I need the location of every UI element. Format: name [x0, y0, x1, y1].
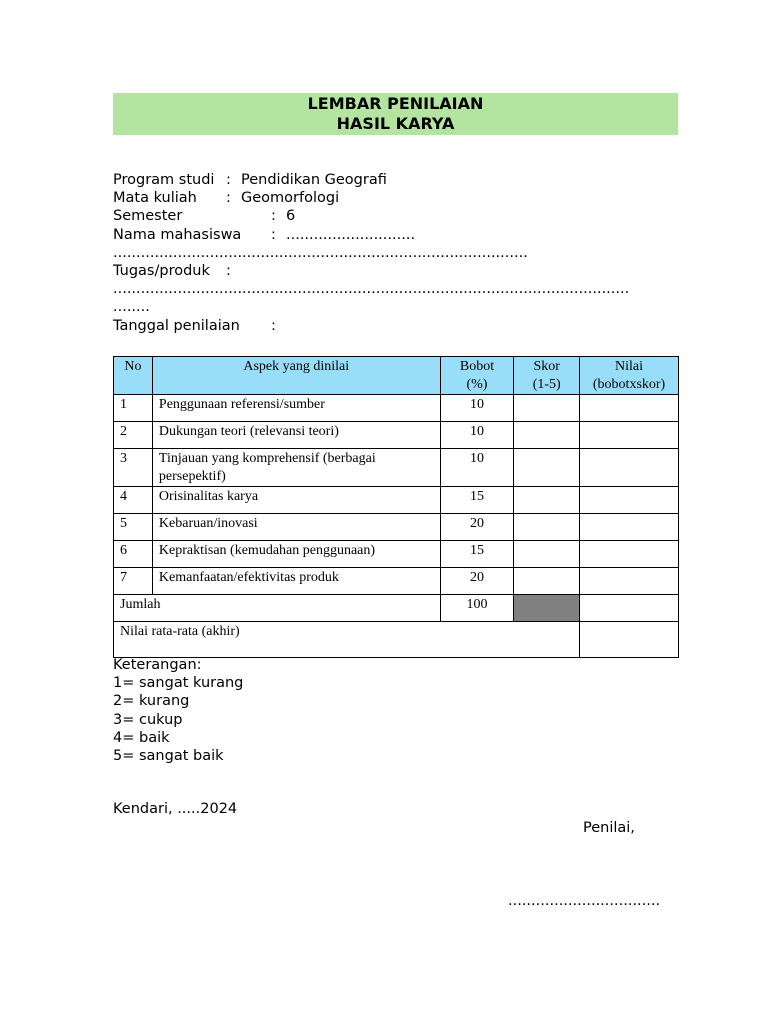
notes-item: 2= kurang	[113, 693, 190, 710]
row-skor-cell[interactable]	[514, 568, 580, 595]
row-no: 4	[114, 487, 153, 514]
jumlah-nilai-cell[interactable]	[580, 595, 679, 622]
notes-section	[113, 656, 243, 765]
info-program	[113, 171, 678, 189]
row-bobot: 15	[440, 541, 514, 568]
info-matkul	[113, 189, 678, 207]
info-nama-dots	[113, 244, 678, 262]
title-line-2: HASIL KARYA	[336, 114, 455, 133]
header-no: No	[114, 357, 153, 395]
jumlah-label: Jumlah	[114, 595, 441, 622]
table-row	[114, 449, 679, 487]
nama-value: ............................	[286, 226, 416, 243]
program-value: Pendidikan Geografi	[241, 172, 387, 188]
program-colon: :	[226, 172, 231, 188]
tugas-dots: ................................................................................................................	[113, 281, 630, 298]
nama-dots: ..........................................................................................	[113, 244, 528, 261]
table-row	[114, 422, 679, 449]
title-line-1: LEMBAR PENILAIAN	[307, 94, 484, 113]
header-nilai-line1: Nilai	[615, 359, 644, 374]
jumlah-skor-shaded	[514, 595, 580, 622]
row-aspek: Penggunaan referensi/sumber	[152, 395, 440, 422]
info-tugas-dots-2	[113, 298, 678, 316]
semester-colon: :	[271, 208, 276, 225]
nama-colon: :	[271, 226, 276, 243]
notes-item: 3= cukup	[113, 711, 183, 728]
table-row	[114, 487, 679, 514]
penilai-label: Penilai,	[583, 820, 635, 836]
row-nilai-cell[interactable]	[580, 487, 679, 514]
row-aspek: Tinjauan yang komprehensif (berbagai persepektif)	[152, 449, 440, 487]
row-aspek: Dukungan teori (relevansi teori)	[152, 422, 440, 449]
info-semester	[113, 207, 678, 225]
table-header-row	[114, 357, 679, 395]
info-section	[113, 171, 678, 335]
row-no: 6	[114, 541, 153, 568]
program-label: Program studi	[113, 172, 215, 188]
signature-line: .................................	[508, 893, 661, 909]
row-aspek: Kebaruan/inovasi	[152, 514, 440, 541]
notes-item: 5= sangat baik	[113, 748, 224, 765]
tanggal-colon: :	[271, 317, 276, 334]
row-bobot: 20	[440, 568, 514, 595]
row-bobot: 20	[440, 514, 514, 541]
tanggal-label: Tanggal penilaian	[113, 317, 240, 334]
row-nilai-cell[interactable]	[580, 568, 679, 595]
rata-label: Nilai rata-rata (akhir)	[114, 622, 580, 658]
info-tugas-dots	[113, 280, 678, 298]
row-skor-cell[interactable]	[514, 487, 580, 514]
rata-row	[114, 622, 679, 658]
row-aspek: Kemanfaatan/efektivitas produk	[152, 568, 440, 595]
nama-label: Nama mahasiswa	[113, 226, 242, 243]
row-no: 2	[114, 422, 153, 449]
notes-item: 1= sangat kurang	[113, 675, 244, 692]
tugas-colon: :	[226, 262, 231, 279]
row-nilai-cell[interactable]	[580, 541, 679, 568]
info-tugas	[113, 262, 678, 280]
semester-value: 6	[286, 208, 296, 225]
matkul-colon: :	[226, 190, 231, 207]
row-skor-cell[interactable]	[514, 541, 580, 568]
tugas-dots-2: ........	[113, 299, 150, 316]
table-row	[114, 541, 679, 568]
jumlah-row	[114, 595, 679, 622]
info-nama	[113, 226, 678, 244]
notes-heading: Keterangan:	[113, 657, 202, 673]
header-skor-line1: Skor	[533, 359, 560, 374]
header-bobot	[440, 357, 514, 395]
place-date: Kendari, .....2024	[113, 801, 238, 817]
matkul-value: Geomorfologi	[241, 190, 340, 207]
row-skor-cell[interactable]	[514, 422, 580, 449]
row-nilai-cell[interactable]	[580, 422, 679, 449]
header-skor-line2: (1-5)	[532, 377, 561, 392]
table-row	[114, 568, 679, 595]
row-no: 5	[114, 514, 153, 541]
rata-nilai-cell[interactable]	[580, 622, 679, 658]
row-no: 1	[114, 395, 153, 422]
assessment-table	[113, 356, 679, 658]
header-aspek: Aspek yang dinilai	[152, 357, 440, 395]
row-aspek: Kepraktisan (kemudahan penggunaan)	[152, 541, 440, 568]
row-no: 3	[114, 449, 153, 487]
row-aspek: Orisinalitas karya	[152, 487, 440, 514]
document-title	[113, 93, 678, 135]
row-skor-cell[interactable]	[514, 514, 580, 541]
row-bobot: 15	[440, 487, 514, 514]
jumlah-value: 100	[440, 595, 514, 622]
table-row	[114, 514, 679, 541]
notes-item: 4= baik	[113, 729, 170, 746]
header-bobot-line1: Bobot	[459, 359, 495, 374]
row-bobot: 10	[440, 422, 514, 449]
row-no: 7	[114, 568, 153, 595]
matkul-label: Mata kuliah	[113, 190, 197, 207]
header-skor	[514, 357, 580, 395]
row-nilai-cell[interactable]	[580, 514, 679, 541]
header-nilai-line2: (bobotxskor)	[592, 377, 666, 392]
row-bobot: 10	[440, 449, 514, 487]
header-nilai	[580, 357, 679, 395]
table-row	[114, 395, 679, 422]
info-tanggal	[113, 317, 678, 335]
row-skor-cell[interactable]	[514, 449, 580, 487]
row-nilai-cell[interactable]	[580, 395, 679, 422]
row-skor-cell[interactable]	[514, 395, 580, 422]
tugas-label: Tugas/produk	[113, 262, 210, 279]
semester-label: Semester	[113, 208, 183, 225]
header-bobot-line2: (%)	[466, 377, 488, 392]
row-bobot: 10	[440, 395, 514, 422]
row-nilai-cell[interactable]	[580, 449, 679, 487]
